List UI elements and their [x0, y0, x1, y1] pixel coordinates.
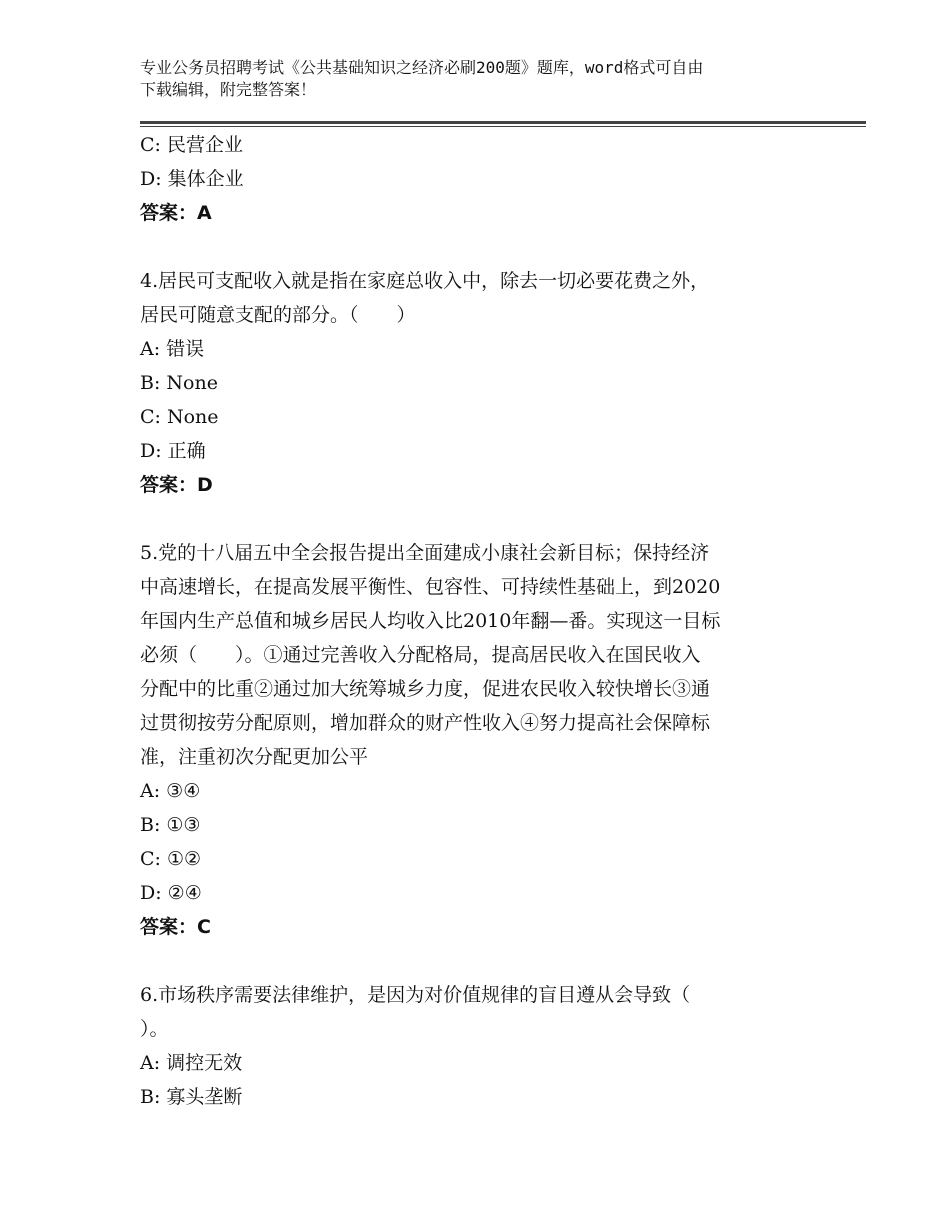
q4-answer: 答案：D [140, 474, 213, 496]
q6-stem-line: ）。 [140, 1018, 169, 1040]
question-5 [140, 536, 820, 944]
q4-stem-line: 4.居民可支配收入就是指在家庭总收入中，除去一切必要花费之外， [140, 270, 710, 292]
q4-option-b: B: None [140, 372, 218, 394]
q4-option-d: D: 正确 [140, 440, 206, 462]
q4-option-c: C: None [140, 406, 219, 428]
header-line-2: 下载编辑，附完整答案！ [140, 80, 317, 99]
spacer [140, 944, 820, 978]
header-rule-thick [140, 121, 866, 124]
q6-option-b: B: 寡头垄断 [140, 1086, 243, 1108]
q5-option-b: B: ①③ [140, 814, 201, 836]
document-header [140, 57, 820, 101]
q5-stem-line: 准，注重初次分配更加公平 [140, 746, 369, 768]
question-3-remainder [140, 128, 820, 230]
header-line-1: 专业公务员招聘考试《公共基础知识之经济必刷200题》题库，word格式可自由 [140, 58, 704, 77]
q5-option-d: D: ②④ [140, 882, 202, 904]
question-4 [140, 264, 820, 502]
q3-option-c: C: 民营企业 [140, 134, 243, 156]
q5-stem-line: 分配中的比重②通过加大统筹城乡力度，促进农民收入较快增长③通 [140, 678, 711, 700]
spacer [140, 502, 820, 536]
q5-option-c: C: ①② [140, 848, 202, 870]
q6-stem-line: 6.市场秩序需要法律维护，是因为对价值规律的盲目遵从会导致（ [140, 984, 691, 1006]
q4-option-a: A: 错误 [140, 338, 205, 360]
q6-option-a: A: 调控无效 [140, 1052, 243, 1074]
q5-stem-line: 5.党的十八届五中全会报告提出全面建成小康社会新目标；保持经济 [140, 542, 710, 564]
document-body [140, 128, 820, 1114]
q5-stem-line: 过贯彻按劳分配原则，增加群众的财产性收入④努力提高社会保障标 [140, 712, 711, 734]
q5-answer: 答案：C [140, 916, 211, 938]
q5-stem-line: 必须（ ）。①通过完善收入分配格局，提高居民收入在国民收入 [140, 644, 701, 666]
q3-option-d: D: 集体企业 [140, 168, 244, 190]
spacer [140, 230, 820, 264]
question-6 [140, 978, 820, 1114]
q5-stem-line: 中高速增长，在提高发展平衡性、包容性、可持续性基础上，到2020 [140, 576, 721, 598]
q5-option-a: A: ③④ [140, 780, 201, 802]
q4-stem-line: 居民可随意支配的部分。（ ） [140, 304, 416, 326]
q3-answer: 答案：A [140, 202, 212, 224]
q5-stem-line: 年国内生产总值和城乡居民人均收入比2010年翻—番。实现这一目标 [140, 610, 721, 632]
header-rule-thin [140, 126, 866, 127]
